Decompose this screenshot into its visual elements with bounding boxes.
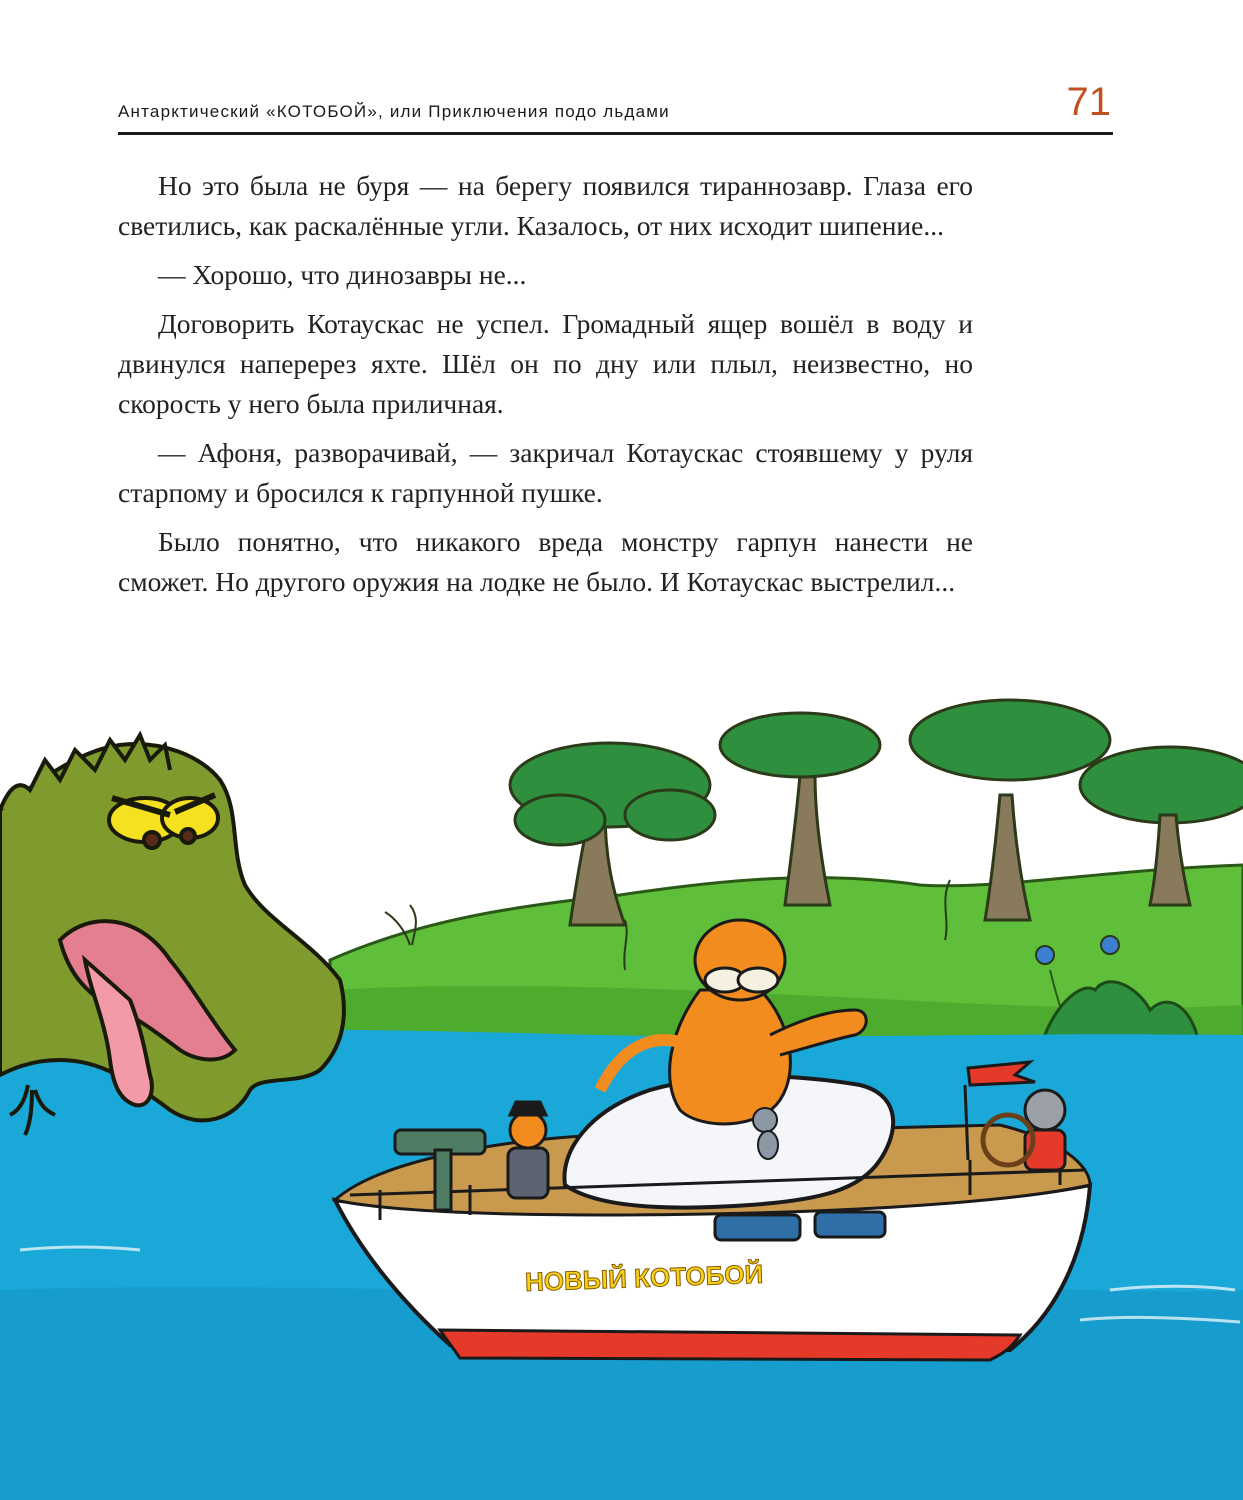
sailor-cat xyxy=(508,1102,548,1198)
paragraph: Но это была не буря — на берегу появился тираннозавр. Глаза его светились, как раскалённые угли. Казалось, от них исходит шипение... xyxy=(118,170,973,241)
paragraph: Договорить Котаускас не успел. Громадный ящер вошёл в воду и двинулся наперерез яхте. Шёл он по дну или плыл, неизвестно, но скорость у него была приличная. xyxy=(118,308,973,419)
running-header xyxy=(118,80,1113,135)
paragraph: Было понятно, что никакого вреда монстру гарпун нанести не сможет. Но другого оружия на лодке не было. И Котаускас выстрелил... xyxy=(118,526,973,597)
illustration xyxy=(0,690,1243,1500)
boat-stripe xyxy=(440,1330,1020,1360)
illustration-svg xyxy=(0,690,1243,1500)
paragraph: — Афоня, разворачивай, — закричал Котаускас стоявшему у руля старпому и бросился к гарпунной пушке. xyxy=(118,437,973,508)
boat-name: НОВЫЙ КОТОБОЙ xyxy=(524,1258,764,1298)
running-title: Антарктический «КОТОБОЙ», или Приключения подо льдами xyxy=(118,102,670,121)
paragraph: — Хорошо, что динозавры не... xyxy=(158,259,527,290)
page-number: 71 xyxy=(1066,80,1111,124)
story-text xyxy=(118,166,973,611)
